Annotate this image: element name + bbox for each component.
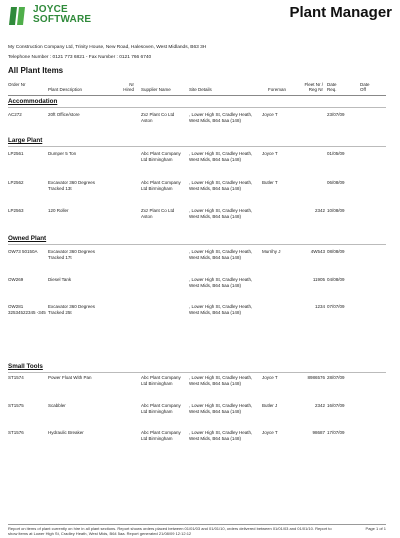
section-heading: Owned Plant [8,235,47,242]
report-header [8,4,392,32]
cell-site-details: , Lower High St, Cradley Heath, West Mids, B64 5aa (148) [189,375,253,386]
report-heading: All Plant Items [8,66,64,75]
col-header-foreman: Foreman [268,87,287,92]
footer-note: Report on items of plant currently on hire in all plant sections. Report shows orders placed between 01/01/03 and 01/01/10, orders delivered between 01/01/03 and 01/01/10. Report to show items at Lower High St, Cradley Heath, West Mids, B64 5aa. Report generated 21/08/09 12:12:12 [8,526,332,536]
cell-fleet-reg-nr: 2342 [314,403,325,408]
cell-date-req: 10/08/09 [327,208,345,213]
cell-supplier-name: Abc Plant Company Ltd Birmingham [141,430,181,441]
col-header-order-nr: Order Nr [8,82,26,87]
cell-foreman: Joyce T [262,430,278,435]
cell-site-details: , Lower High St, Cradley Heath, West Mids, B64 5aa (148) [189,277,253,288]
cell-supplier-name: Abc Plant Company Ltd Birmingham [141,375,181,386]
cell-date-req: 23/07/09 [327,112,345,117]
section-divider [8,146,386,147]
section-divider [8,244,386,245]
joyce-software-logo [8,5,118,27]
cell-fleet-reg-nr: 2342 [314,208,325,213]
col-header-date-req: Date Req. [327,82,337,93]
cell-fleet-reg-nr: 98687 [312,430,325,435]
col-header-site-details: Site Details [189,87,212,92]
cell-plant-description: 20ft Office/store [48,112,80,117]
cell-plant-description: Dumper 5 Ton [48,151,77,156]
cell-plant-description: Excavator 360 Degrees Tracked 13t [48,180,96,191]
cell-site-details: , Lower High St, Cradley Heath, West Mids, B64 5aa (148) [189,208,253,219]
document-title: Plant Manager [289,4,392,21]
cell-supplier-name: Abc Plant Company Ltd Birmingham [141,180,181,191]
footer-divider [8,524,386,525]
cell-plant-description: Hydraulic Breaker [48,430,84,435]
cell-supplier-name: Abc Plant Company Ltd Birmingham [141,151,181,162]
cell-plant-description: Excavator 360 Degrees Tracked 17t [48,249,96,260]
cell-date-req: 17/07/09 [327,430,345,435]
col-header-date-off: Date Off [360,82,370,93]
cell-foreman: Murrihy J [262,249,281,254]
logo-mark-icon [8,5,30,27]
cell-order-nr: OW73 50150A [8,249,38,254]
cell-date-req: 08/08/09 [327,249,345,254]
cell-site-details: , Lower High St, Cradley Heath, West Mids, B64 5aa (148) [189,112,253,123]
cell-site-details: , Lower High St, Cradley Heath, West Mids, B64 5aa (148) [189,430,253,441]
cell-order-nr: OW269 [8,277,24,282]
cell-date-req: 07/07/09 [327,304,345,309]
cell-plant-description: Scabbler [48,403,66,408]
logo-word-joyce: JOYCE [33,4,68,15]
cell-site-details: , Lower High St, Cradley Heath, West Mids, B64 5aa (148) [189,151,253,162]
cell-foreman: Butler J [262,403,278,408]
cell-supplier-name: Zxz Plant Co Ltd Aston [141,208,175,219]
cell-plant-description: Diesel Tank [48,277,72,282]
cell-foreman: Butler T [262,180,278,185]
cell-fleet-reg-nr: 4W543 [310,249,325,254]
cell-date-req: 04/08/09 [327,277,345,282]
header-divider [8,95,386,96]
col-header-fleet-reg-nr: Fleet Nr / Reg Nr [304,82,323,93]
cell-foreman: Joyce T [262,151,278,156]
cell-order-nr: LP2563 [8,208,24,213]
section-divider [8,372,386,373]
col-header-nr-hired: Nr Hired [123,82,134,93]
company-address: My Construction Company Ltd, Trinity House, New Road, Halesoven, West Midlands, B63 3H [8,45,207,50]
cell-order-nr: ST1574 [8,375,24,380]
cell-foreman: Joyce T [262,112,278,117]
cell-fleet-reg-nr: 11905 [312,277,325,282]
cell-order-nr: ST1575 [8,403,24,408]
cell-order-nr: AC272 [8,112,22,117]
page-number: Page 1 of 1 [365,526,386,531]
cell-date-req: 16/07/09 [327,403,345,408]
cell-plant-description: Excavator 360 Degrees Tracked 25t [48,304,96,315]
company-phone-fax: Telephone Number : 0121 773 6821 - Fax Number : 0121 766 6740 [8,55,152,60]
col-header-supplier-name: Supplier Name [141,87,171,92]
cell-order-nr: OW281 32534522345 -345 [8,304,46,315]
cell-date-req: 28/07/09 [327,375,345,380]
cell-date-req: 01/05/09 [327,151,345,156]
section-heading: Large Plant [8,137,43,144]
cell-site-details: , Lower High St, Cradley Heath, West Mids, B64 5aa (148) [189,403,253,414]
section-heading: Accommodation [8,98,58,105]
cell-fleet-reg-nr: 8986576 [307,375,325,380]
cell-plant-description: 120 Roller [48,208,69,213]
col-header-plant-description: Plant Description [48,87,83,92]
cell-foreman: Joyce T [262,375,278,380]
cell-date-req: 06/08/09 [327,180,345,185]
cell-site-details: , Lower High St, Cradley Heath, West Mids, B64 5aa (148) [189,304,253,315]
cell-supplier-name: Zxz Plant Co Ltd Aston [141,112,175,123]
logo-word-software: SOFTWARE [33,14,92,25]
cell-site-details: , Lower High St, Cradley Heath, West Mids, B64 5aa (148) [189,249,253,260]
cell-fleet-reg-nr: 1234 [314,304,325,309]
cell-order-nr: LP2562 [8,180,24,185]
cell-order-nr: LP2561 [8,151,24,156]
cell-supplier-name: Abc Plant Company Ltd Birmingham [141,403,181,414]
section-heading: Small Tools [8,363,43,370]
section-divider [8,107,386,108]
cell-site-details: , Lower High St, Cradley Heath, West Mids, B64 5aa (148) [189,180,253,191]
cell-order-nr: ST1576 [8,430,24,435]
cell-plant-description: Power Float With Pan [48,375,92,380]
